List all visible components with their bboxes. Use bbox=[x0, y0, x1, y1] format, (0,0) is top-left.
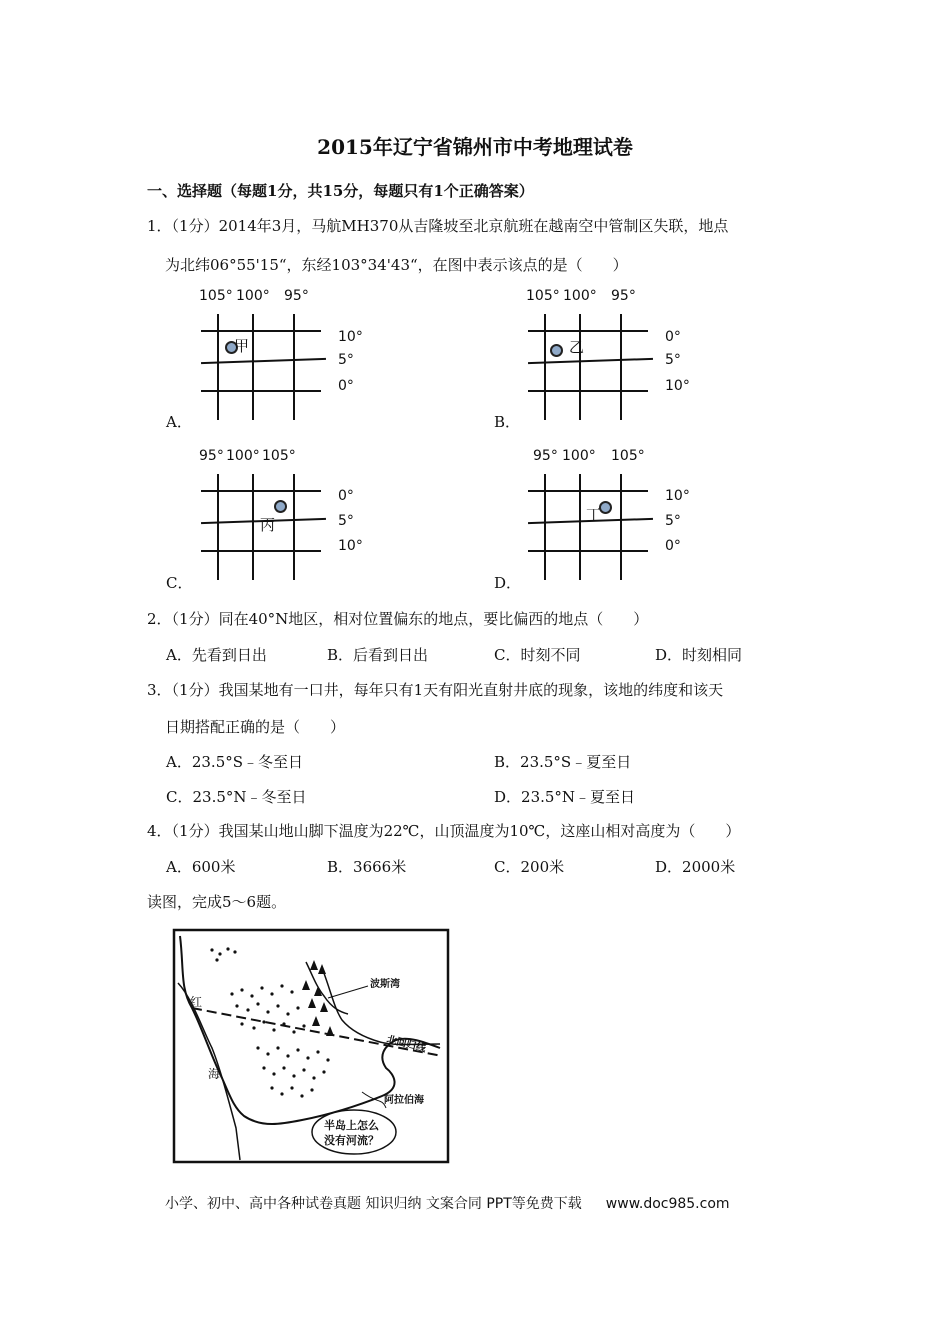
q4-stem: 4．（1分）我国某山地山脚下温度为22℃，山顶温度为10℃，这座山相对高度为（ ） bbox=[147, 822, 741, 840]
lon-label: 100° bbox=[226, 448, 260, 464]
q4-option-c[interactable]: C．200米 bbox=[494, 858, 565, 876]
q1-option-d[interactable]: D． bbox=[494, 574, 522, 592]
lat-label: 10° bbox=[338, 329, 363, 345]
q4-option-b[interactable]: B．3666米 bbox=[327, 858, 407, 876]
location-point bbox=[274, 500, 287, 513]
lon-label: 105° bbox=[611, 448, 645, 464]
map-label-arabian-sea: 阿拉伯海 bbox=[384, 1095, 424, 1106]
lon-label: 105° bbox=[262, 448, 296, 464]
lon-label: 105° bbox=[526, 288, 560, 304]
q3-option-b[interactable]: B．23.5°S﹣夏至日 bbox=[494, 753, 632, 771]
lon-label: 95° bbox=[284, 288, 309, 304]
lat-label: 5° bbox=[338, 513, 354, 529]
q2-stem: 2．（1分）同在40°N地区，相对位置偏东的地点，要比偏西的地点（ ） bbox=[147, 610, 649, 628]
page-title: 2015年辽宁省锦州市中考地理试卷 bbox=[317, 135, 633, 159]
footer-url[interactable]: www.doc985.com bbox=[605, 1196, 730, 1212]
map-label-sea: 海 bbox=[208, 1067, 221, 1081]
lat-label: 10° bbox=[665, 488, 690, 504]
map-label-tropic-of-cancer: 北回归线 bbox=[385, 1034, 427, 1055]
point-label: 丙 bbox=[260, 516, 276, 534]
read-map-instruction: 读图，完成5～6题。 bbox=[147, 893, 287, 911]
q3-option-d[interactable]: D．23.5°N﹣夏至日 bbox=[494, 788, 636, 806]
lat-label: 0° bbox=[338, 378, 354, 394]
q2-option-d[interactable]: D．时刻相同 bbox=[655, 646, 743, 664]
map-label-persian-gulf: 波斯湾 bbox=[370, 979, 400, 990]
lat-label: 0° bbox=[665, 329, 681, 345]
q3-stem-line2: 日期搭配正确的是（ ） bbox=[165, 718, 346, 736]
arabian-peninsula-map bbox=[172, 928, 450, 1164]
lat-label: 10° bbox=[665, 378, 690, 394]
q2-option-a[interactable]: A．先看到日出 bbox=[166, 646, 267, 664]
footer bbox=[165, 1193, 730, 1213]
lon-label: 100° bbox=[236, 288, 270, 304]
grid-map-d bbox=[523, 446, 693, 581]
lon-label: 105° bbox=[199, 288, 233, 304]
section-heading: 一、选择题（每题1分，共15分，每题只有1个正确答案） bbox=[147, 182, 534, 200]
footer-text: 小学、初中、高中各种试卷真题 知识归纳 文案合同 PPT等免费下载 bbox=[165, 1196, 582, 1212]
point-label: 乙 bbox=[569, 338, 585, 356]
q1-option-b[interactable]: B． bbox=[494, 413, 521, 431]
q1-option-a[interactable]: A． bbox=[166, 413, 192, 431]
q4-option-a[interactable]: A．600米 bbox=[166, 858, 236, 876]
lon-label: 95° bbox=[611, 288, 636, 304]
q2-option-b[interactable]: B．后看到日出 bbox=[327, 646, 429, 664]
location-point bbox=[550, 344, 563, 357]
lat-label: 5° bbox=[338, 352, 354, 368]
map-label-red: 红 bbox=[190, 995, 203, 1009]
lon-label: 95° bbox=[533, 448, 558, 464]
grid-map-b bbox=[523, 286, 693, 421]
lon-label: 100° bbox=[563, 288, 597, 304]
q3-option-c[interactable]: C．23.5°N﹣冬至日 bbox=[166, 788, 307, 806]
lat-label: 5° bbox=[665, 352, 681, 368]
q2-option-c[interactable]: C．时刻不同 bbox=[494, 646, 581, 664]
lon-label: 95° bbox=[199, 448, 224, 464]
lon-label: 100° bbox=[562, 448, 596, 464]
bubble-text-line1: 半岛上怎么 bbox=[324, 1119, 379, 1132]
q4-option-d[interactable]: D．2000米 bbox=[655, 858, 736, 876]
q1-stem-line2: 为北纬06°55'15“，东经103°34'43“，在图中表示该点的是（ ） bbox=[165, 256, 628, 274]
lat-label: 0° bbox=[338, 488, 354, 504]
q3-option-a[interactable]: A．23.5°S﹣冬至日 bbox=[166, 753, 304, 771]
q3-stem-line1: 3．（1分）我国某地有一口井，每年只有1天有阳光直射井底的现象，该地的纬度和该天 bbox=[147, 681, 724, 699]
grid-map-a bbox=[196, 286, 366, 421]
q1-option-c[interactable]: C． bbox=[166, 574, 193, 592]
lat-label: 10° bbox=[338, 538, 363, 554]
grid-map-c bbox=[196, 446, 366, 581]
point-label: 丁 bbox=[586, 506, 602, 524]
point-label: 甲 bbox=[234, 337, 250, 355]
bubble-text-line2: 没有河流？ bbox=[324, 1134, 379, 1147]
q1-stem-line1: 1．（1分）2014年3月，马航MH370从吉隆坡至北京航班在越南空中管制区失联，地点 bbox=[147, 217, 729, 235]
lat-label: 5° bbox=[665, 513, 681, 529]
lat-label: 0° bbox=[665, 538, 681, 554]
